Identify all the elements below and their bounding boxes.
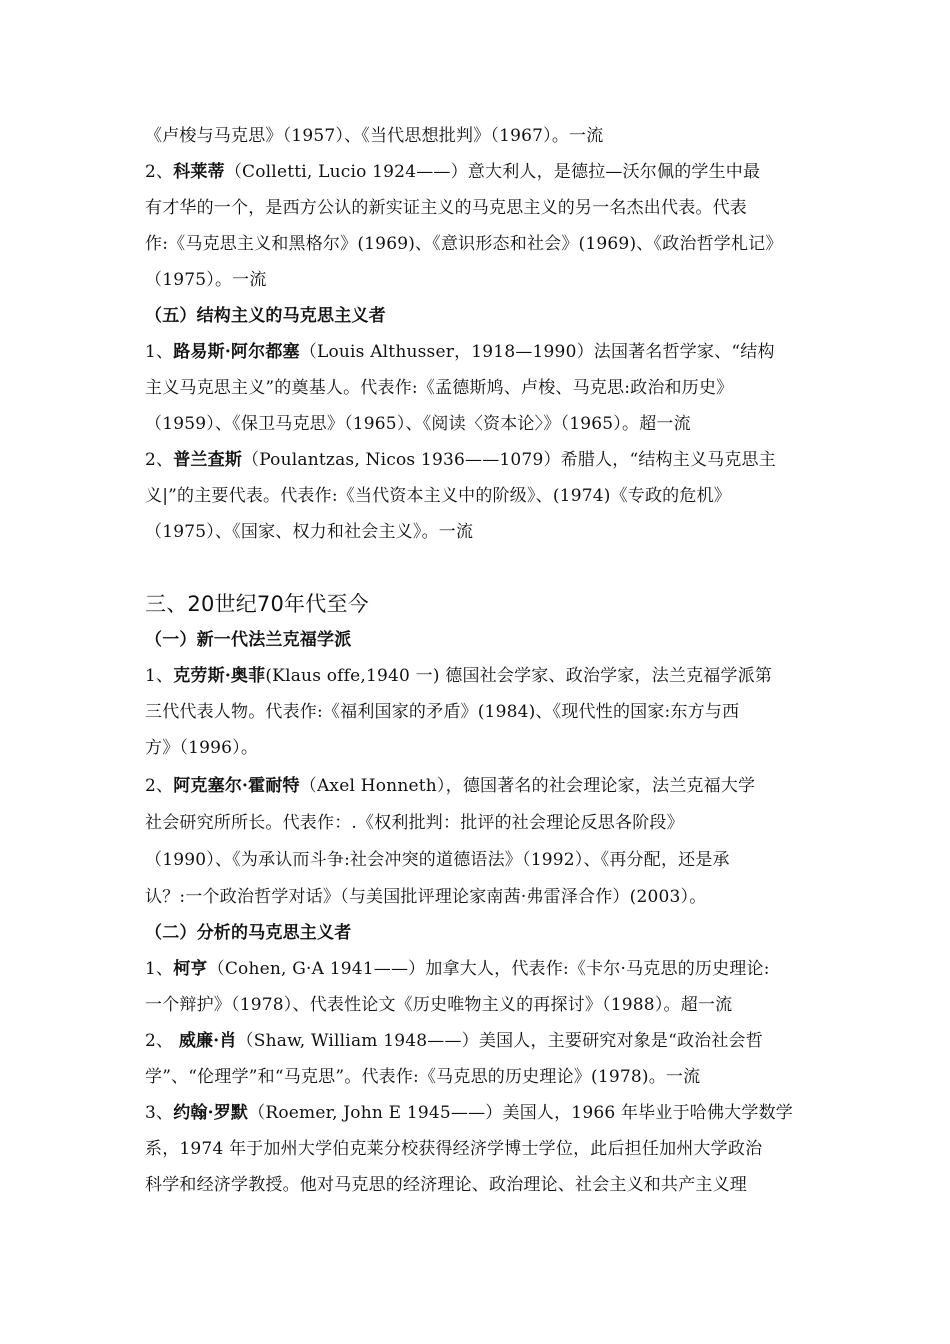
section-heading-structuralist: （五）结构主义的马克思主义者 xyxy=(145,306,386,326)
entry-poulantzas: 2、普兰查斯（Poulantzas, Nicos 1936——1079）希腊人，“结构主义马克思主 xyxy=(145,450,776,470)
paragraph-line: 学”、“伦理学”和“马克思”。代表作:《马克思的历史理论》(1978)。一流 xyxy=(145,1067,701,1087)
person-name: 柯亨 xyxy=(173,959,208,979)
entry-colletti: 2、科莱蒂（Colletti, Lucio 1924——）意大利人，是德拉—沃尔佩的学生中最 xyxy=(145,162,761,182)
person-name: 普兰查斯 xyxy=(173,450,243,470)
paragraph-line: 社会研究所所长。代表作：.《权利批判：批评的社会理论反思各阶段》 xyxy=(145,813,684,833)
paragraph-line: 一个辩护》（1978）、代表性论文《历史唯物主义的再探讨》（1988）。超一流 xyxy=(145,995,733,1015)
paragraph-line: 方》（1996）。 xyxy=(145,738,259,758)
person-name: 威廉·肖 xyxy=(178,1031,237,1051)
paragraph-line: （1990）、《为承认而斗争:社会冲突的道德语法》（1992）、《再分配，还是承 xyxy=(145,850,730,870)
person-name: 克劳斯·奥菲 xyxy=(173,666,266,686)
person-name: 科莱蒂 xyxy=(173,162,225,182)
paragraph-line: 系，1974 年于加州大学伯克莱分校获得经济学博士学位，此后担任加州大学政治 xyxy=(145,1139,763,1159)
person-name: 阿克塞尔·霍耐特 xyxy=(173,776,300,796)
paragraph-line: （1975）。一流 xyxy=(145,270,267,290)
paragraph-line: （1959）、《保卫马克思》（1965）、《阅读〈资本论〉》（1965）。超一流 xyxy=(145,414,691,434)
entry-roemer: 3、约翰·罗默（Roemer, John E 1945——）美国人，1966 年毕业于哈佛大学数学 xyxy=(145,1103,793,1123)
paragraph-line: 有才华的一个，是西方公认的新实证主义的马克思主义的另一名杰出代表。代表 xyxy=(145,198,747,218)
entry-shaw: 2、 威廉·肖（Shaw, William 1948——）美国人，主要研究对象是“政治社会哲 xyxy=(145,1031,763,1051)
entry-cohen: 1、柯亨（Cohen, G·A 1941——）加拿大人，代表作:《卡尔·马克思的历史理论: xyxy=(145,959,770,979)
paragraph-line: 主义马克思主义”的奠基人。代表作:《孟德斯鸠、卢梭、马克思:政治和历史》 xyxy=(145,378,734,398)
person-name: 约翰·罗默 xyxy=(173,1103,249,1123)
paragraph-line: 科学和经济学教授。他对马克思的经济理论、政治理论、社会主义和共产主义理 xyxy=(145,1175,747,1195)
entry-offe: 1、克劳斯·奥菲(Klaus offe,1940 一) 德国社会学家、政治学家，法兰克福学派第 xyxy=(145,666,773,686)
entry-honneth: 2、阿克塞尔·霍耐特（Axel Honneth），德国著名的社会理论家，法兰克福大学 xyxy=(145,776,756,796)
paragraph-line: 作:《马克思主义和黑格尔》(1969)、《意识形态和社会》(1969)、《政治哲学札记》 xyxy=(145,234,783,254)
paragraph-line: 《卢梭与马克思》（1957）、《当代思想批判》（1967）。一流 xyxy=(145,126,604,146)
entry-althusser: 1、路易斯·阿尔都塞（Louis Althusser，1918—1990）法国著名哲学家、“结构 xyxy=(145,342,775,362)
section-heading-analytical: （二）分析的马克思主义者 xyxy=(145,923,352,943)
section-heading-frankfurt: （一）新一代法兰克福学派 xyxy=(145,630,352,650)
person-name: 路易斯·阿尔都塞 xyxy=(173,342,300,362)
paragraph-line: 三代代表人物。代表作:《福利国家的矛盾》(1984)、《现代性的国家:东方与西 xyxy=(145,702,740,722)
paragraph-line: 认？:一个政治哲学对话》（与美国批评理论家南茜·弗雷泽合作）(2003）。 xyxy=(145,887,707,907)
paragraph-line: 义|”的主要代表。代表作:《当代资本主义中的阶级》、(1974)《专政的危机》 xyxy=(145,486,731,506)
chapter-heading: 三、20世纪70年代至今 xyxy=(145,592,369,616)
paragraph-line: （1975）、《国家、权力和社会主义》。一流 xyxy=(145,522,474,542)
